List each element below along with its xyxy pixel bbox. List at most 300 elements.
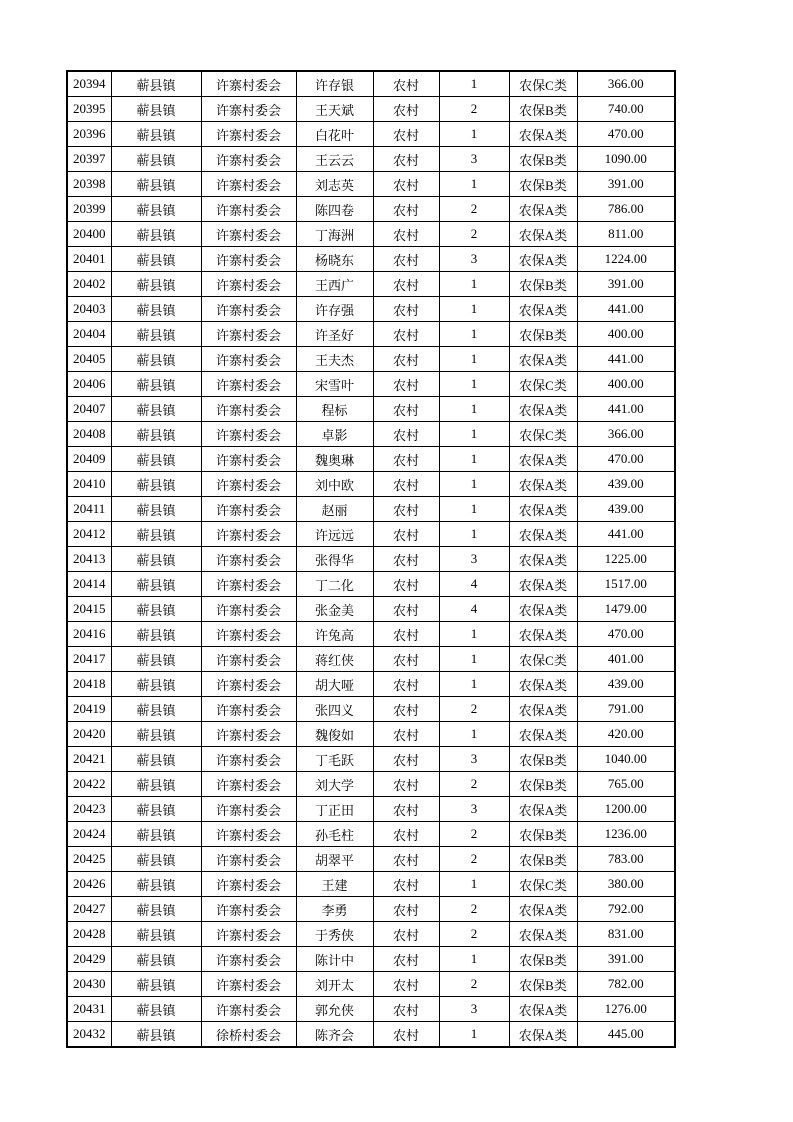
cell-person-name: 胡大哑 [296, 672, 373, 697]
cell-insurance-category: 农保C类 [509, 422, 577, 447]
cell-serial-number: 20425 [67, 847, 111, 872]
cell-insurance-category: 农保A类 [509, 597, 577, 622]
cell-residence-type: 农村 [373, 297, 439, 322]
cell-person-count: 2 [439, 972, 509, 997]
cell-person-name: 陈四卷 [296, 197, 373, 222]
cell-person-count: 4 [439, 597, 509, 622]
cell-person-name: 王天斌 [296, 97, 373, 122]
cell-insurance-category: 农保A类 [509, 397, 577, 422]
cell-residence-type: 农村 [373, 772, 439, 797]
cell-town: 蕲县镇 [111, 197, 201, 222]
cell-person-count: 2 [439, 97, 509, 122]
cell-residence-type: 农村 [373, 247, 439, 272]
cell-residence-type: 农村 [373, 347, 439, 372]
table-row [67, 597, 675, 622]
cell-residence-type: 农村 [373, 747, 439, 772]
cell-amount: 1040.00 [577, 747, 675, 772]
table-row [67, 947, 675, 972]
table-row [67, 897, 675, 922]
cell-amount: 1517.00 [577, 572, 675, 597]
cell-person-name: 刘志英 [296, 172, 373, 197]
cell-town: 蕲县镇 [111, 822, 201, 847]
table-row [67, 147, 675, 172]
cell-insurance-category: 农保A类 [509, 447, 577, 472]
cell-serial-number: 20400 [67, 222, 111, 247]
cell-amount: 783.00 [577, 847, 675, 872]
cell-person-count: 1 [439, 422, 509, 447]
cell-insurance-category: 农保B类 [509, 947, 577, 972]
cell-serial-number: 20407 [67, 397, 111, 422]
table-row [67, 847, 675, 872]
cell-residence-type: 农村 [373, 622, 439, 647]
cell-person-count: 2 [439, 847, 509, 872]
cell-person-count: 1 [439, 172, 509, 197]
cell-person-count: 4 [439, 572, 509, 597]
cell-serial-number: 20398 [67, 172, 111, 197]
cell-insurance-category: 农保A类 [509, 672, 577, 697]
cell-town: 蕲县镇 [111, 172, 201, 197]
cell-insurance-category: 农保A类 [509, 622, 577, 647]
cell-residence-type: 农村 [373, 272, 439, 297]
table-row [67, 372, 675, 397]
cell-residence-type: 农村 [373, 547, 439, 572]
cell-serial-number: 20405 [67, 347, 111, 372]
cell-town: 蕲县镇 [111, 397, 201, 422]
cell-amount: 792.00 [577, 897, 675, 922]
cell-serial-number: 20397 [67, 147, 111, 172]
cell-serial-number: 20429 [67, 947, 111, 972]
table-row [67, 547, 675, 572]
cell-serial-number: 20422 [67, 772, 111, 797]
cell-village-committee: 许寨村委会 [201, 897, 296, 922]
cell-person-name: 许圣好 [296, 322, 373, 347]
cell-person-name: 赵丽 [296, 497, 373, 522]
cell-serial-number: 20430 [67, 972, 111, 997]
cell-person-name: 许远远 [296, 522, 373, 547]
cell-residence-type: 农村 [373, 647, 439, 672]
cell-person-count: 1 [439, 647, 509, 672]
cell-person-count: 1 [439, 947, 509, 972]
cell-person-count: 1 [439, 372, 509, 397]
cell-person-name: 张四义 [296, 697, 373, 722]
cell-village-committee: 许寨村委会 [201, 947, 296, 972]
table-row [67, 1022, 675, 1048]
cell-residence-type: 农村 [373, 872, 439, 897]
cell-residence-type: 农村 [373, 397, 439, 422]
cell-residence-type: 农村 [373, 522, 439, 547]
cell-amount: 366.00 [577, 422, 675, 447]
cell-village-committee: 许寨村委会 [201, 197, 296, 222]
cell-village-committee: 许寨村委会 [201, 472, 296, 497]
cell-town: 蕲县镇 [111, 847, 201, 872]
cell-amount: 441.00 [577, 397, 675, 422]
cell-town: 蕲县镇 [111, 597, 201, 622]
cell-insurance-category: 农保A类 [509, 247, 577, 272]
cell-amount: 1225.00 [577, 547, 675, 572]
cell-serial-number: 20403 [67, 297, 111, 322]
cell-serial-number: 20394 [67, 71, 111, 97]
cell-serial-number: 20417 [67, 647, 111, 672]
cell-village-committee: 许寨村委会 [201, 97, 296, 122]
cell-person-name: 刘开太 [296, 972, 373, 997]
table-row [67, 697, 675, 722]
cell-town: 蕲县镇 [111, 797, 201, 822]
cell-residence-type: 农村 [373, 422, 439, 447]
cell-person-name: 陈齐会 [296, 1022, 373, 1048]
table-row [67, 247, 675, 272]
cell-village-committee: 许寨村委会 [201, 772, 296, 797]
cell-village-committee: 许寨村委会 [201, 322, 296, 347]
cell-residence-type: 农村 [373, 922, 439, 947]
cell-residence-type: 农村 [373, 147, 439, 172]
cell-person-name: 陈计中 [296, 947, 373, 972]
cell-person-count: 1 [439, 322, 509, 347]
cell-village-committee: 许寨村委会 [201, 572, 296, 597]
cell-amount: 1479.00 [577, 597, 675, 622]
cell-serial-number: 20427 [67, 897, 111, 922]
cell-person-name: 郭允侠 [296, 997, 373, 1022]
cell-serial-number: 20416 [67, 622, 111, 647]
table-row [67, 71, 675, 97]
cell-serial-number: 20399 [67, 197, 111, 222]
cell-serial-number: 20414 [67, 572, 111, 597]
cell-person-name: 卓影 [296, 422, 373, 447]
cell-person-name: 白花叶 [296, 122, 373, 147]
cell-amount: 400.00 [577, 322, 675, 347]
cell-village-committee: 许寨村委会 [201, 797, 296, 822]
table-row [67, 672, 675, 697]
table-row [67, 622, 675, 647]
cell-insurance-category: 农保C类 [509, 872, 577, 897]
cell-village-committee: 许寨村委会 [201, 972, 296, 997]
cell-serial-number: 20404 [67, 322, 111, 347]
cell-village-committee: 许寨村委会 [201, 397, 296, 422]
cell-village-committee: 许寨村委会 [201, 272, 296, 297]
cell-village-committee: 许寨村委会 [201, 872, 296, 897]
cell-insurance-category: 农保A类 [509, 922, 577, 947]
cell-insurance-category: 农保B类 [509, 322, 577, 347]
cell-insurance-category: 农保B类 [509, 747, 577, 772]
table-row [67, 647, 675, 672]
cell-residence-type: 农村 [373, 797, 439, 822]
cell-village-committee: 许寨村委会 [201, 747, 296, 772]
cell-insurance-category: 农保A类 [509, 897, 577, 922]
cell-town: 蕲县镇 [111, 422, 201, 447]
cell-residence-type: 农村 [373, 472, 439, 497]
cell-person-count: 1 [439, 672, 509, 697]
cell-town: 蕲县镇 [111, 247, 201, 272]
cell-serial-number: 20396 [67, 122, 111, 147]
cell-person-name: 李勇 [296, 897, 373, 922]
table-row [67, 997, 675, 1022]
cell-serial-number: 20402 [67, 272, 111, 297]
cell-person-name: 王西广 [296, 272, 373, 297]
table-body [67, 71, 675, 1047]
cell-serial-number: 20395 [67, 97, 111, 122]
cell-amount: 391.00 [577, 272, 675, 297]
cell-serial-number: 20412 [67, 522, 111, 547]
cell-town: 蕲县镇 [111, 622, 201, 647]
cell-person-name: 刘中欧 [296, 472, 373, 497]
cell-town: 蕲县镇 [111, 372, 201, 397]
cell-amount: 1236.00 [577, 822, 675, 847]
table-row [67, 797, 675, 822]
cell-serial-number: 20409 [67, 447, 111, 472]
cell-town: 蕲县镇 [111, 347, 201, 372]
cell-insurance-category: 农保A类 [509, 697, 577, 722]
cell-person-count: 1 [439, 1022, 509, 1048]
cell-insurance-category: 农保A类 [509, 197, 577, 222]
cell-person-count: 2 [439, 197, 509, 222]
cell-person-name: 许存银 [296, 71, 373, 97]
cell-town: 蕲县镇 [111, 897, 201, 922]
cell-village-committee: 许寨村委会 [201, 547, 296, 572]
cell-town: 蕲县镇 [111, 547, 201, 572]
cell-serial-number: 20419 [67, 697, 111, 722]
cell-amount: 791.00 [577, 697, 675, 722]
table-row [67, 122, 675, 147]
cell-insurance-category: 农保A类 [509, 997, 577, 1022]
cell-residence-type: 农村 [373, 197, 439, 222]
cell-person-name: 蒋红侠 [296, 647, 373, 672]
cell-amount: 441.00 [577, 347, 675, 372]
cell-person-name: 张得华 [296, 547, 373, 572]
table-row [67, 747, 675, 772]
cell-village-committee: 许寨村委会 [201, 622, 296, 647]
cell-amount: 380.00 [577, 872, 675, 897]
cell-residence-type: 农村 [373, 497, 439, 522]
table-row [67, 322, 675, 347]
cell-town: 蕲县镇 [111, 647, 201, 672]
table-row [67, 822, 675, 847]
cell-village-committee: 许寨村委会 [201, 672, 296, 697]
cell-amount: 366.00 [577, 71, 675, 97]
cell-serial-number: 20432 [67, 1022, 111, 1048]
cell-amount: 439.00 [577, 497, 675, 522]
cell-person-name: 魏俊如 [296, 722, 373, 747]
cell-town: 蕲县镇 [111, 872, 201, 897]
cell-person-name: 杨晓东 [296, 247, 373, 272]
cell-residence-type: 农村 [373, 672, 439, 697]
cell-village-committee: 许寨村委会 [201, 372, 296, 397]
cell-residence-type: 农村 [373, 322, 439, 347]
cell-insurance-category: 农保A类 [509, 797, 577, 822]
cell-person-name: 胡翠平 [296, 847, 373, 872]
cell-insurance-category: 农保C类 [509, 647, 577, 672]
cell-person-count: 3 [439, 147, 509, 172]
insurance-records-table [66, 70, 676, 1048]
cell-person-count: 3 [439, 247, 509, 272]
cell-person-name: 于秀侠 [296, 922, 373, 947]
cell-residence-type: 农村 [373, 897, 439, 922]
cell-insurance-category: 农保A类 [509, 472, 577, 497]
table-row [67, 197, 675, 222]
cell-insurance-category: 农保B类 [509, 847, 577, 872]
cell-residence-type: 农村 [373, 372, 439, 397]
cell-serial-number: 20418 [67, 672, 111, 697]
table-row [67, 222, 675, 247]
cell-person-name: 丁二化 [296, 572, 373, 597]
cell-town: 蕲县镇 [111, 71, 201, 97]
cell-serial-number: 20431 [67, 997, 111, 1022]
table-row [67, 872, 675, 897]
cell-amount: 420.00 [577, 722, 675, 747]
cell-town: 蕲县镇 [111, 1022, 201, 1048]
cell-residence-type: 农村 [373, 122, 439, 147]
cell-town: 蕲县镇 [111, 972, 201, 997]
cell-serial-number: 20421 [67, 747, 111, 772]
cell-village-committee: 许寨村委会 [201, 71, 296, 97]
table-row [67, 922, 675, 947]
cell-amount: 400.00 [577, 372, 675, 397]
cell-residence-type: 农村 [373, 722, 439, 747]
cell-town: 蕲县镇 [111, 947, 201, 972]
cell-amount: 470.00 [577, 122, 675, 147]
cell-person-name: 丁海洲 [296, 222, 373, 247]
cell-amount: 811.00 [577, 222, 675, 247]
cell-person-name: 王夫杰 [296, 347, 373, 372]
cell-amount: 441.00 [577, 522, 675, 547]
cell-village-committee: 许寨村委会 [201, 347, 296, 372]
cell-village-committee: 许寨村委会 [201, 247, 296, 272]
cell-person-count: 1 [439, 447, 509, 472]
cell-residence-type: 农村 [373, 597, 439, 622]
cell-serial-number: 20423 [67, 797, 111, 822]
cell-village-committee: 许寨村委会 [201, 497, 296, 522]
cell-serial-number: 20428 [67, 922, 111, 947]
cell-insurance-category: 农保A类 [509, 347, 577, 372]
cell-village-committee: 许寨村委会 [201, 922, 296, 947]
cell-town: 蕲县镇 [111, 772, 201, 797]
cell-town: 蕲县镇 [111, 222, 201, 247]
cell-town: 蕲县镇 [111, 747, 201, 772]
cell-person-count: 1 [439, 122, 509, 147]
cell-person-name: 孙毛柱 [296, 822, 373, 847]
cell-amount: 740.00 [577, 97, 675, 122]
cell-amount: 782.00 [577, 972, 675, 997]
cell-village-committee: 许寨村委会 [201, 847, 296, 872]
cell-town: 蕲县镇 [111, 572, 201, 597]
cell-village-committee: 许寨村委会 [201, 122, 296, 147]
cell-town: 蕲县镇 [111, 697, 201, 722]
cell-town: 蕲县镇 [111, 472, 201, 497]
cell-insurance-category: 农保A类 [509, 572, 577, 597]
cell-village-committee: 许寨村委会 [201, 222, 296, 247]
cell-town: 蕲县镇 [111, 147, 201, 172]
cell-amount: 831.00 [577, 922, 675, 947]
cell-serial-number: 20426 [67, 872, 111, 897]
cell-serial-number: 20411 [67, 497, 111, 522]
table-row [67, 422, 675, 447]
cell-village-committee: 徐桥村委会 [201, 1022, 296, 1048]
cell-insurance-category: 农保B类 [509, 97, 577, 122]
cell-amount: 1276.00 [577, 997, 675, 1022]
cell-village-committee: 许寨村委会 [201, 597, 296, 622]
cell-village-committee: 许寨村委会 [201, 172, 296, 197]
cell-residence-type: 农村 [373, 997, 439, 1022]
cell-person-name: 丁毛跃 [296, 747, 373, 772]
cell-person-name: 宋雪叶 [296, 372, 373, 397]
cell-insurance-category: 农保A类 [509, 522, 577, 547]
cell-person-name: 程标 [296, 397, 373, 422]
cell-town: 蕲县镇 [111, 997, 201, 1022]
cell-amount: 401.00 [577, 647, 675, 672]
cell-insurance-category: 农保B类 [509, 772, 577, 797]
cell-serial-number: 20424 [67, 822, 111, 847]
table-row [67, 272, 675, 297]
cell-insurance-category: 农保B类 [509, 147, 577, 172]
cell-village-committee: 许寨村委会 [201, 422, 296, 447]
cell-person-count: 3 [439, 997, 509, 1022]
cell-person-count: 1 [439, 722, 509, 747]
cell-person-count: 1 [439, 347, 509, 372]
cell-person-count: 2 [439, 222, 509, 247]
table-row [67, 297, 675, 322]
cell-village-committee: 许寨村委会 [201, 997, 296, 1022]
cell-serial-number: 20410 [67, 472, 111, 497]
cell-person-count: 3 [439, 797, 509, 822]
cell-residence-type: 农村 [373, 172, 439, 197]
cell-residence-type: 农村 [373, 572, 439, 597]
cell-person-count: 1 [439, 522, 509, 547]
cell-residence-type: 农村 [373, 71, 439, 97]
cell-amount: 470.00 [577, 622, 675, 647]
cell-person-name: 许存强 [296, 297, 373, 322]
cell-insurance-category: 农保B类 [509, 822, 577, 847]
cell-serial-number: 20415 [67, 597, 111, 622]
table-row [67, 772, 675, 797]
cell-town: 蕲县镇 [111, 922, 201, 947]
cell-amount: 445.00 [577, 1022, 675, 1048]
cell-amount: 786.00 [577, 197, 675, 222]
cell-person-name: 王云云 [296, 147, 373, 172]
cell-amount: 1090.00 [577, 147, 675, 172]
cell-person-name: 张金美 [296, 597, 373, 622]
cell-amount: 470.00 [577, 447, 675, 472]
cell-person-count: 1 [439, 397, 509, 422]
cell-person-name: 丁正田 [296, 797, 373, 822]
cell-village-committee: 许寨村委会 [201, 722, 296, 747]
cell-person-count: 2 [439, 897, 509, 922]
cell-residence-type: 农村 [373, 822, 439, 847]
cell-residence-type: 农村 [373, 947, 439, 972]
cell-person-count: 1 [439, 297, 509, 322]
cell-town: 蕲县镇 [111, 272, 201, 297]
cell-insurance-category: 农保A类 [509, 222, 577, 247]
cell-amount: 441.00 [577, 297, 675, 322]
cell-person-name: 刘大学 [296, 772, 373, 797]
table-row [67, 472, 675, 497]
cell-insurance-category: 农保B类 [509, 172, 577, 197]
table-row [67, 97, 675, 122]
cell-person-count: 1 [439, 497, 509, 522]
cell-serial-number: 20420 [67, 722, 111, 747]
cell-insurance-category: 农保A类 [509, 722, 577, 747]
cell-residence-type: 农村 [373, 1022, 439, 1048]
cell-village-committee: 许寨村委会 [201, 697, 296, 722]
cell-person-count: 1 [439, 472, 509, 497]
cell-person-count: 1 [439, 71, 509, 97]
table-row [67, 497, 675, 522]
cell-village-committee: 许寨村委会 [201, 147, 296, 172]
cell-residence-type: 农村 [373, 222, 439, 247]
cell-amount: 391.00 [577, 947, 675, 972]
cell-person-count: 1 [439, 272, 509, 297]
cell-insurance-category: 农保B类 [509, 972, 577, 997]
cell-amount: 765.00 [577, 772, 675, 797]
cell-insurance-category: 农保A类 [509, 497, 577, 522]
table-row [67, 347, 675, 372]
